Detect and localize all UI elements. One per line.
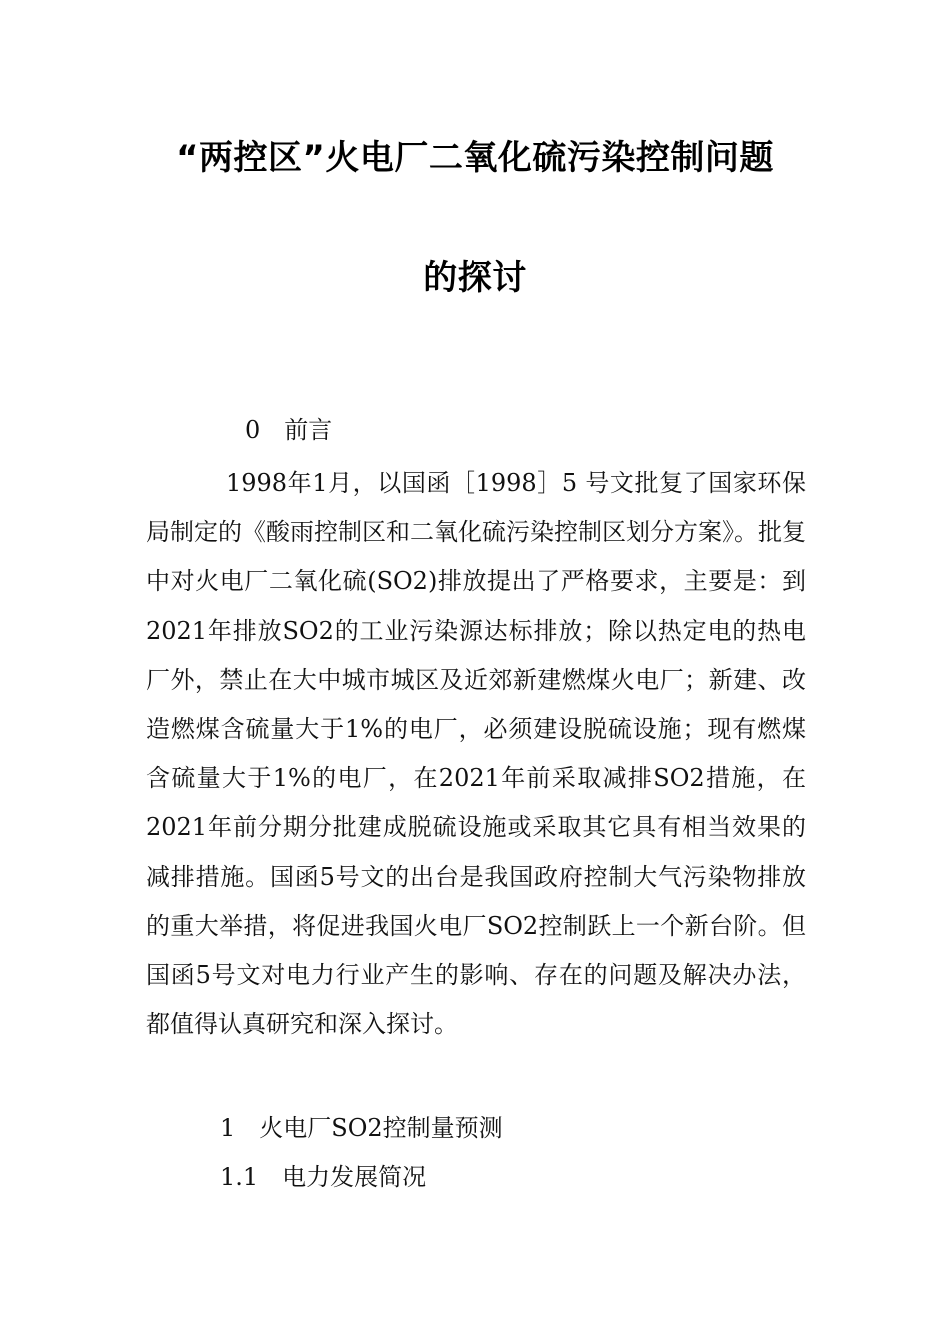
section-number: 0: [245, 416, 261, 444]
section-heading-1: [220, 1108, 503, 1143]
document-title-line-1: “两控区”火电厂二氧化硫污染控制问题: [176, 138, 774, 178]
section-number: 1: [220, 1114, 236, 1142]
section-title: 火电厂SO2控制量预测: [259, 1114, 503, 1142]
subsection-number: 1.1: [220, 1163, 259, 1191]
subsection-heading-1-1: [220, 1157, 426, 1192]
document-title-line-2: 的探讨: [423, 258, 527, 298]
body-paragraph: 1998年1月，以国函［1998］5 号文批复了国家环保局制定的《酸雨控制区和二氧化硫污染控制区划分方案》。批复中对火电厂二氧化硫(SO2)排放提出了严格要求，主要是：到2021年排放SO2的工业污染源达标排放；除以热定电的热电厂外，禁止在大中城市城区及近郊新建燃煤火电厂；新建、改造燃煤含硫量大于1%的电厂，必须建设脱硫设施；现有燃煤含硫量大于1%的电厂，在2021年前采取减排SO2措施，在2021年前分期分批建成脱硫设施或采取其它具有相当效果的减排措施。国函5号文的出台是我国政府控制大气污染物排放的重大举措，将促进我国火电厂SO2控制跃上一个新台阶。但国函5号文对电力行业产生的影响、存在的问题及解决办法，都值得认真研究和深入探讨。: [146, 469, 806, 1039]
subsection-title: 电力发展简况: [282, 1163, 427, 1191]
section-title: 前言: [284, 416, 333, 444]
section-heading-0: [245, 410, 332, 445]
